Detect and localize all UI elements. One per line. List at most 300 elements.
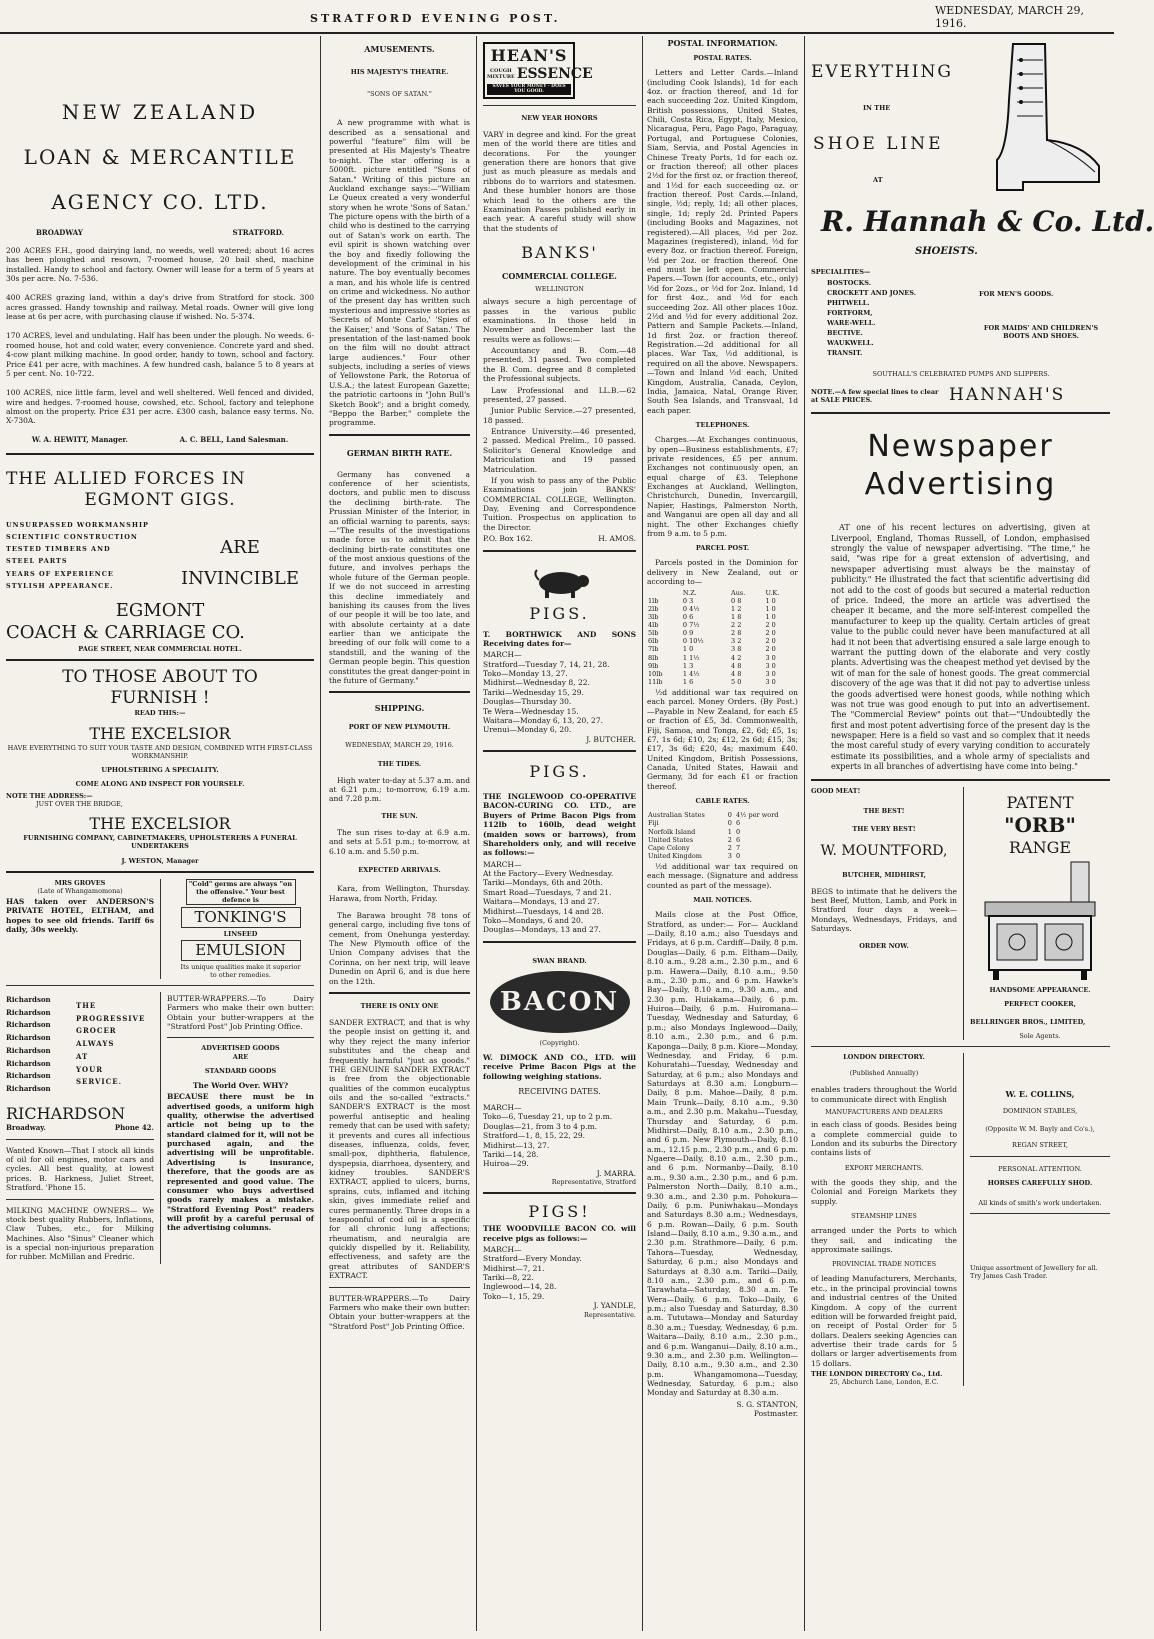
table-cell: 1 0 <box>682 645 694 654</box>
london-body-4: arranged under the Ports to which they sail, and indicating the approximate sailings. <box>811 1226 957 1254</box>
wanted-notice: Wanted Known—That I stock all kinds of oil for oil engines, motor cars and cycles. All best quality, at lowest prices. B. Harkness, Juliet Street, Stratford. 'Phone 15. <box>6 1145 154 1193</box>
divider <box>483 105 636 106</box>
excelsior-manager: J. WESTON, Manager <box>121 856 199 865</box>
column-4 <box>642 36 798 1631</box>
newspaper-heading-2: Advertising <box>864 466 1057 502</box>
german-body: Germany has convened a conference of her scientists, doctors, and public men to discuss the declining birth-rate. The Prussian Minister of the Interior, in an official warning to parents, says:—"The results of the investigations made force us to admit that the declining birth-rate constitutes one of the most anxious questions of the future, and involves perhaps the whole future of the German people. If we do not succeed in arresting this decline immediately and banishing its causes from the lives of our people it will be too late, and with absolute certainty at a date earlier than we anticipate the breeding of our folk will come to a standstill, and the waning of the German people begin. This question constitutes the great danger-point in the future of Germany." <box>329 469 470 685</box>
pigs-date: Tariki—Wednesday 15, 29. <box>483 687 584 697</box>
table-row <box>647 621 798 629</box>
table-cell <box>795 819 798 827</box>
tonking-sub: LINSEED <box>223 929 258 938</box>
table-cell: 0 <box>727 819 732 828</box>
nz-right: STRATFORD. <box>232 228 284 237</box>
excelsior-text-6: FURNISHING COMPANY, CABINETMAKERS, UPHOLSTERERS A FUNERAL UNDERTAKERS <box>23 834 297 851</box>
london-body-5: of leading Manufacturers, Merchants, etc., in the principal provincial towns and industrial centres of the United Kingdom. A copy of the current edition will be forwarded freight paid, on receipt of Postal Order for 5 dollars. Dealers seeking Agencies can advertise their trade cards for 5 dollars or larger advertisements from 15 dollars. <box>811 1274 957 1368</box>
swan-receiving: RECEIVING DATES. <box>518 1087 601 1096</box>
parcel-heading: PARCEL POST. <box>695 544 750 553</box>
pigs-sig-1: J. BUTCHER. <box>586 734 636 744</box>
pig-icon <box>525 566 595 600</box>
excelsior-text-1: HAVE EVERYTHING TO SUIT YOUR TASTE AND DESIGN, COMBINED WITH FIRST-CLASS WORKMANSHIP. <box>7 743 313 760</box>
boot-icon <box>983 40 1103 200</box>
table-cell: 11lb <box>648 677 663 686</box>
heans-tagline: SAVES YOUR MONEY · DOES YOU GOOD. <box>487 84 571 95</box>
hannah-brand: WARE-WELL. <box>827 319 876 328</box>
groves-tonking-row <box>6 879 314 979</box>
divider <box>483 1192 636 1194</box>
banks-sub: COMMERCIAL COLLEGE. <box>502 271 617 281</box>
table-row <box>647 613 798 621</box>
film-title: "SONS OF SATAN." <box>367 90 432 99</box>
pigs-date: Inglewood—14, 28. <box>483 1282 557 1292</box>
table-cell: 6lb <box>648 637 659 646</box>
swan-sig: J. MARRA. <box>596 1168 636 1178</box>
excelsior-text-2: UPHOLSTERING A SPECIALITY. <box>101 765 219 774</box>
orb-name: "ORB" <box>1004 812 1076 837</box>
banks-director: H. AMOS. <box>598 534 636 544</box>
divider <box>970 1156 1110 1157</box>
london-heading: LONDON DIRECTORY. <box>843 1053 925 1062</box>
orb-cooker: PERFECT COOKER, <box>1004 999 1076 1008</box>
table-cell: United Kingdom <box>648 851 702 860</box>
richardson-name: Richardson <box>6 1045 51 1055</box>
pigs-march-3: MARCH— <box>483 1244 522 1254</box>
pigs-heading-2: PIGS. <box>529 762 590 781</box>
richardson-word: ALWAYS <box>76 1039 115 1049</box>
table-cell: 0 3 <box>682 596 694 605</box>
column-1 <box>6 36 314 1631</box>
hannah-specialities: SPECIALITIES— <box>811 268 871 276</box>
arrivals-body: Kara, from Wellington, Thursday. Harawa, from North, Friday. <box>329 884 470 903</box>
table-row <box>647 819 798 827</box>
swan-date: Toko—6, Tuesday 21, up to 2 p.m. <box>483 1112 613 1122</box>
butter-wrappers-notice: BUTTER-WRAPPERS.—To Dairy Farmers who make their own butter: Obtain your butter-wrappers at the "Stratford Post" Job Printing Office. <box>167 993 314 1031</box>
table-cell: 2 0 <box>765 637 776 646</box>
groves-ad <box>6 879 154 979</box>
london-body-3: with the goods they ship, and the Colonial and Foreign Markets they supply. <box>811 1177 957 1206</box>
swan-date: Douglas—21, from 3 to 4 p.m. <box>483 1121 597 1131</box>
london-exp: EXPORT MERCHANTS. <box>844 1163 924 1172</box>
pigs-date: Toko—Mondays, 6 and 20. <box>483 915 584 925</box>
adv-heading-3: STANDARD GOODS <box>204 1066 277 1075</box>
divider <box>329 691 470 693</box>
table-row <box>647 654 798 662</box>
hannah-ad <box>811 36 1154 381</box>
tonking-quote-box <box>186 879 296 905</box>
london-company: THE LONDON DIRECTORY Co., Ltd. <box>811 1370 943 1379</box>
banks-result: Junior Public Service.—27 presented, 18 passed. <box>483 406 636 425</box>
table-row <box>647 828 798 836</box>
pigs-date: Midhirst—Tuesdays, 14 and 28. <box>483 906 604 916</box>
richardson-grid <box>6 992 154 1098</box>
swan-date: Stratford—1, 8, 15, 22, 29. <box>483 1131 586 1141</box>
hannah-in: IN THE <box>863 104 891 112</box>
collins-opp: (Opposite W. M. Bayly and Co's.), <box>985 1125 1095 1134</box>
table-cell: 1 4½ <box>682 669 700 678</box>
table-row <box>647 662 798 670</box>
heans-name: HEAN'S <box>490 46 568 65</box>
richardson-word: THE <box>76 1000 97 1010</box>
hannah-footer <box>811 385 1110 406</box>
pigs-body-3: THE WOODVILLE BACON CO. will receive pigs as follows:— <box>483 1224 636 1243</box>
table-row <box>647 844 798 852</box>
egmont-body <box>6 517 314 594</box>
heans-logo <box>483 42 593 99</box>
pigs-date: Stratford—Every Monday. <box>483 1254 582 1264</box>
sander-heading: THERE IS ONLY ONE <box>360 1001 439 1010</box>
parcel-table-header <box>647 589 798 597</box>
table-cell: 7 <box>736 843 741 852</box>
divider <box>811 779 1110 781</box>
banks-box: P.O. Box 162. <box>483 534 533 544</box>
tonking-ad <box>160 879 314 979</box>
cable-heading: CABLE RATES. <box>695 797 750 806</box>
table-cell: 1 3 <box>682 661 694 670</box>
table-cell: 4 2 <box>731 653 742 662</box>
issue-date: WEDNESDAY, MARCH 29, 1916. <box>935 4 1084 30</box>
egmont-item: UNSURPASSED WORKMANSHIP <box>6 521 149 529</box>
range-stove-icon <box>975 862 1105 982</box>
table-cell: 7lb <box>648 645 659 654</box>
farm-ad-1: 200 ACRES F.H., good dairying land, no weeds, well watered; about 16 acres has been ploughed and resown, 7-roomed house, 20 bail shed, machine installed. Handy to school and factory. Owner will lease for a term of 5 years at 30s per acre. No. 7-536. <box>6 245 314 283</box>
excelsior-name-2: THE EXCELSIOR <box>89 814 231 834</box>
table-cell: Cape Colony <box>648 843 690 852</box>
divider <box>483 941 636 943</box>
meat-sub: BUTCHER, MIDHIRST, <box>842 870 926 879</box>
newspaper-heading-1: Newspaper <box>867 429 1054 465</box>
amusements-body: A new programme with what is described as a sensational and powerful "feature" film will be presented at His Majesty's Theatre to-night. The star offering is a 5000ft. picture entitled "Sons of Satan." Writing of this picture an Auckland exchange says:—"William Le Queux created a very wonderful story when he wrote 'Sons of Satan.' The picture opens with the birth of a child who is destined to the carrying out of Satan's work on earth. The evil spirit is shown watching over the boy and fixedly following the development of the criminal in his nature. The boy eventually becomes a man, and his whole life is centred on crime and wickedness. No author of the present day has written such mysterious and impressive stories as 'Secrets of Monte Carlo,' 'Spies of the Kaiser,' and 'Sons of Satan.' The presentation of the last-named book on the film will no doubt attract large audiences." Four other subjects, including a series of views of Yellowstone Park, the Rotorua of U.S.A.; the latest European Gazette; the patriotic cartoons in "John Bull's Sketch Book"; and a bright comedy, "Beppo the Barber," complete the programme. <box>329 118 470 428</box>
richardson-word: AT <box>76 1051 89 1061</box>
pigs-date: Waitara—Mondays, 13 and 27. <box>483 897 600 907</box>
table-cell: 2 2 <box>731 621 742 629</box>
swan-heading: SWAN BRAND. <box>532 956 587 965</box>
table-cell: 0 10½ <box>682 637 704 646</box>
pigs-body-1: T. BORTHWICK AND SONS Receiving dates for— <box>483 629 636 648</box>
theatre-name: HIS MAJESTY'S THEATRE. <box>350 68 449 76</box>
adv-heading-4: The World Over. WHY? <box>192 1080 289 1090</box>
furnish-read: READ THIS:— <box>134 709 186 718</box>
collins-ad <box>963 1053 1110 1386</box>
egmont-heading-1: THE ALLIED FORCES IN <box>6 468 246 489</box>
richardson-ad <box>6 992 154 1264</box>
column-2 <box>320 36 470 1631</box>
table-cell: 2 0 <box>765 629 776 638</box>
swan-date: Tariki—14, 28. <box>483 1149 539 1159</box>
telephones-heading: TELEPHONES. <box>695 421 750 429</box>
table-cell: Australian States <box>648 811 705 820</box>
table-row <box>647 670 798 678</box>
egmont-claim <box>166 517 314 594</box>
meat-heading: GOOD MEAT! <box>811 786 861 795</box>
excelsior-text-5: JUST OVER THE BRIDGE, <box>36 800 123 809</box>
table-row <box>647 605 798 613</box>
groves-body: HAS taken over ANDERSON'S PRIVATE HOTEL, ELTHAM, and hopes to see old friends. Tariff 6s daily, 30s weekly. <box>6 896 154 934</box>
divider <box>970 1213 1110 1214</box>
telephones-body: Charges.—At Exchanges continuous, by open—Business establishments, £7; private residences, £5 per annum. Exchanges not continuously open, an equal charge of £3. Telephone Exchanges at Auckland, Wellington, Christchurch, Dunedin, Invercargill, Napier, Hastings, Palmerston North, and Wanganui are open all day and all night. The other Exchanges chiefly from 9 a.m. to 5 p.m. <box>647 435 798 538</box>
egmont-item: SCIENTIFIC CONSTRUCTION <box>6 533 138 542</box>
banks-contact <box>483 534 636 543</box>
table-cell: United States <box>648 835 694 844</box>
table-cell: 1 6 <box>682 677 694 686</box>
egmont-item: STYLISH APPEARANCE. <box>6 581 114 590</box>
excelsior-name: THE EXCELSIOR <box>89 723 231 743</box>
table-cell: 0 6 <box>682 612 694 621</box>
sander-body: SANDER EXTRACT, and that is why the people insist on getting it, and why they reject the many inferior substitutes and the cheap and frequently harmful "just as goods." THE GENUINE SANDER EXTRACT is free from the objectionable qualities of the common eucalyptus oils and the so-called "extracts." SANDER'S EXTRACT is the most powerful antiseptic and healing remedy that can be used with safety; it prevents and cures all infectious diseases, influenza, colds, fever, small-pox, diphtheria, flatulence, dyspepsia, diarrhoea, dysentery, and kidney troubles. SANDER'S EXTRACT, applied to ulcers, burns, sprains, cuts, inflamed and itching skin, gives immediate relief and cures permanently. Three drops in a teaspoonful of cod oil is a specific for all chronic lung affections; rheumatism, and neuralgia are quickly dispelled by it. Reliability, effectiveness, and safety are the great attributes of SANDER'S EXTRACT. <box>329 1018 470 1281</box>
pigs-rep-3: Representative. <box>584 1310 636 1319</box>
table-cell: 1 0 <box>765 596 776 605</box>
table-cell: 6 <box>736 819 741 828</box>
postmaster-title: Postmaster. <box>753 1409 798 1419</box>
meat-ad <box>811 787 957 1041</box>
table-cell: 2lb <box>648 604 659 613</box>
richardson-names <box>6 992 76 1098</box>
pigs-date: Te Wera—Wednesday 15. <box>483 706 579 716</box>
swan-date: Huiroa—29. <box>483 1159 529 1169</box>
orb-patent: PATENT <box>1006 792 1074 812</box>
egmont-company-1: EGMONT <box>115 599 205 621</box>
hannah-big: HANNAH'S <box>949 385 1066 405</box>
furnish-heading-1: TO THOSE ABOUT TO <box>62 666 258 687</box>
meat-body: BEGS to intimate that he delivers the best Beef, Mutton, Lamb, and Pork in Stratford four days a week—Mondays, Wednesdays, Fridays, and Saturdays. <box>811 886 957 934</box>
table-cell: 4lb <box>648 621 659 629</box>
pigs-sig-3: J. YANDLE, <box>593 1301 636 1311</box>
richardson-phone: Phone 42. <box>114 1122 154 1132</box>
table-cell: Fiji <box>648 819 659 828</box>
table-row <box>647 852 798 860</box>
hannah-shoeists: SHOEISTS. <box>915 246 978 257</box>
groves-sub: (Late of Whangamomona) <box>37 886 123 895</box>
table-cell: 9lb <box>648 661 659 670</box>
newspaper-title: STRATFORD EVENING POST. <box>310 12 561 25</box>
hannah-men: FOR MEN'S GOODS. <box>979 290 1054 298</box>
collins-shod: HORSES CAREFULLY SHOD. <box>987 1178 1093 1187</box>
richardson-name: Richardson <box>6 1007 51 1017</box>
table-cell: 0 <box>736 851 741 860</box>
hannah-everything: EVERYTHING <box>811 62 953 82</box>
table-row <box>647 597 798 605</box>
table-cell: N.Z. <box>682 588 697 597</box>
divider <box>6 659 314 661</box>
table-row <box>647 836 798 844</box>
parcel-body: Parcels posted in the Dominion for delivery in New Zealand, out or according to— <box>647 558 798 587</box>
london-ad <box>811 1053 957 1386</box>
table-cell: 2 0 <box>765 621 776 629</box>
egmont-invincible: INVINCIBLE <box>181 567 299 589</box>
london-collins-row <box>811 1053 1110 1386</box>
table-row <box>647 811 798 819</box>
richardson-word: GROCER <box>76 1026 117 1036</box>
hannah-maids: FOR MAIDS' AND CHILDREN'S BOOTS AND SHOES. <box>983 324 1099 341</box>
swan-copyright: (Copyright). <box>539 1038 580 1047</box>
table-cell: 5 0 <box>731 677 742 686</box>
shipping-heading: SHIPPING. <box>374 703 425 714</box>
farm-ad-2: 400 ACRES grazing land, within a day's drive from Stratford for stock. 300 acres grassed. Handy township and railway. Metal roads. Owner will give long lease at 6s per acre, with purchasing clause if wished. No. 5-374. <box>6 293 314 321</box>
nz-agent: A. C. BELL, Land Salesman. <box>179 434 289 444</box>
london-steam: STEAMSHIP LINES <box>851 1212 917 1220</box>
table-cell: 3 0 <box>765 653 776 662</box>
orb-agents: Sole Agents. <box>1019 1032 1061 1040</box>
mail-body: Mails close at the Post Office, Stratford, as under:— For— Auckland—Daily, 8.10 a.m.; also Tuesdays and Fridays, at 6 p.m. Cardiff—Daily, 8 p.m. Douglas—Daily, 6 p.m. Eltham—Daily, 8.10 a.m., 9.28 a.m., 2.30 p.m., and 6 p.m. Hawera—Daily, 8.10 a.m., 9.50 a.m., 2.30 p.m., and 6 p.m. Hawke's Bay—Daily, 8.10 a.m., 9.30 a.m., and 2.30 p.m. Huiakama—Daily, 6 p.m. Huiroa—Daily, 6 p.m. Huiromana—Tuesday, Wednesday and Saturday, 6 p.m.; also Mondays Inglewood—Daily, 8.10 a.m., 2.30 p.m., and 6 p.m. Kaponga—Daily, 8 p.m. Kiore—Monday, Wednesday, and Friday, 6 p.m. Kohuratahi—Tuesday, Wednesday and Saturday, at 6 p.m.; also Mondays and Saturdays at 8.30 a.m. Longburn—Daily, 8 p.m. Mahoe—Daily, 8 p.m. Main Trunk—Daily, 8.10 a.m., 9.30 a.m., and 2.30 p.m. Makahu—Tuesday, Thursday and Saturday, 6 p.m. Midhirst—Daily, 8.10 a.m., 2.30 p.m., and 6 p.m. New Plymouth—Daily, 8.10 a.m., 12.15 p.m., 2.30 p.m., and 6 p.m. Ngaere—Daily, 8.10 a.m., 2.30 p.m., and 6 p.m. Normanby—Daily, 8.10 a.m., 9.30 a.m., 2.30 p.m., and 6 p.m. Palmerston North—Daily, 8.10 a.m., 9.30 a.m., and 2.30 p.m. Pohokura—Daily, 6 p.m. Puniwhakau—Mondays and Saturdays 8.30 a.m.; Wednesdays, 6 p.m. Rowan—Daily, 6 p.m. South Island—Daily, 8.10 a.m., 9.30 a.m., and 2.30 p.m. Strathmore—Daily, 6 p.m. Tahora—Tuesday, Wednesday, Saturday, 6 p.m.; also Mondays and Saturdays at 8.30 a.m. Tariki—Daily, 8.10 a.m., 2.30 p.m., and 6 p.m. Tarawhata—Saturday, 8.30 a.m. Te Wera—Daily, 6 p.m. Toko—Daily, 6 p.m.; also Tuesday and Saturday, 8.30 a.m. Tututawa—Monday and Saturday 8.30 a.m.; Tuesday, Wednesday, 6 p.m. Waitara—Daily, 8.10 a.m., 2.30 p.m., and 6 p.m. Wanganui—Daily, 8.10 a.m., 9.30 a.m., and 2.30 p.m. Wellington—Daily, 8.10 a.m., 9.30 a.m., and 2.30 p.m. Whangamomona—Tuesday, Wednesday, Saturday, 6 p.m.; also Monday and Saturday at 8.30 a.m. <box>647 910 798 1398</box>
butter-wrappers-notice-2: BUTTER-WRAPPERS.—To Dairy Farmers who make their own butter: Obtain your butter-wrappers at the "Stratford Post" Job Printing Office. <box>329 1293 470 1331</box>
richardson-word: SERVICE. <box>76 1077 123 1087</box>
table-cell: 2 <box>727 843 732 852</box>
table-cell: 3 8 <box>731 645 742 654</box>
parcel-table <box>647 589 798 687</box>
divider <box>811 412 1110 414</box>
hannah-brand: TRANSIT. <box>827 349 863 358</box>
divider <box>483 550 636 552</box>
richardson-name: Richardson <box>6 1020 51 1030</box>
table-cell: 1 0 <box>765 604 776 613</box>
richardson-big: RICHARDSON <box>6 1103 126 1123</box>
column-5 <box>804 36 1154 1631</box>
hannah-pumps: SOUTHALL'S CELEBRATED PUMPS AND SLIPPERS. <box>872 370 1050 378</box>
parcel-table-body <box>647 597 798 686</box>
banks-body: always secure a high percentage of passes in the various public examinations. In those held in November and December last the results were as follows:— <box>483 297 636 344</box>
london-body: enables traders throughout the World to communicate direct with English <box>811 1085 957 1104</box>
richardson-name: Richardson <box>6 1071 51 1081</box>
lower-row <box>6 992 314 1264</box>
table-row <box>647 678 798 686</box>
sun-body: The sun rises to-day at 6.9 a.m. and sets at 5.51 p.m.; to-morrow, at 6.10 a.m. and 5.50 p.m. <box>329 827 470 856</box>
collins-attention: PERSONAL ATTENTION. <box>998 1164 1082 1173</box>
pigs-march-2: MARCH— <box>483 859 522 869</box>
egmont-list <box>6 517 166 594</box>
table-cell: 0 4½ <box>682 604 700 613</box>
richardson-words <box>76 992 154 1098</box>
adv-heading-2: ARE <box>232 1052 249 1061</box>
banks-tail: If you wish to pass any of the Public Examinations join BANKS' COMMERCIAL COLLEGE, Wellington. Day, Evening and Correspondence Tuition. Prospectus on application to the Director. <box>483 475 636 532</box>
meat-order: ORDER NOW. <box>859 941 909 950</box>
london-mf: MANUFACTURERS AND DEALERS <box>825 1108 943 1117</box>
tonking-quote: "Cold" germs are always "on the offensive." Your best defence is <box>188 879 293 904</box>
table-cell: 0 9 <box>682 629 694 638</box>
postal-rates-heading: POSTAL RATES. <box>693 54 752 62</box>
table-cell: 3 2 <box>731 637 742 646</box>
collins-smith: All kinds of smith's work undertaken. <box>978 1198 1102 1207</box>
table-cell: 1 <box>727 827 732 836</box>
arrivals-heading: EXPECTED ARRIVALS. <box>358 866 441 874</box>
pigs-march-1: MARCH— <box>483 650 522 660</box>
meat-best: THE BEST! <box>863 806 905 815</box>
table-cell: 3 <box>727 851 732 860</box>
advert-column <box>160 992 314 1264</box>
table-cell: 1 2 <box>731 604 742 613</box>
table-cell: 6 <box>736 835 741 844</box>
table-cell: 5lb <box>648 629 659 638</box>
nz-signatures <box>6 436 314 445</box>
hannah-brand: FORTFORM, <box>827 309 873 318</box>
hannah-brand: PHITWELL. <box>827 299 870 308</box>
orb-appearance: HANDSOME APPEARANCE. <box>989 985 1091 994</box>
table-row <box>647 629 798 637</box>
richardson-contact <box>6 1124 154 1133</box>
pigs-date: Toko—Monday 13, 27. <box>483 669 568 678</box>
egmont-company-2: COACH & CARRIAGE CO. <box>6 622 245 644</box>
nz-left: BROADWAY <box>36 228 83 237</box>
heans-row <box>487 66 593 84</box>
table-cell: 3 0 <box>765 661 776 670</box>
pigs-date: Urenui—Monday 6, 20. <box>483 725 572 735</box>
nz-manager: W. A. HEWITT, Manager. <box>31 434 128 444</box>
egmont-item: STEEL PARTS <box>6 557 68 566</box>
collins-name: W. E. COLLINS, <box>1005 1089 1075 1100</box>
london-sub: (Published Annually) <box>849 1069 919 1078</box>
collins-street: REGAN STREET, <box>1012 1141 1068 1150</box>
table-cell: Aus. <box>731 588 746 597</box>
postmaster-name: S. G. STANTON, <box>736 1399 798 1409</box>
collins-stables: DOMINION STABLES, <box>1002 1107 1078 1116</box>
nz-heading-2: LOAN & MERCANTILE <box>23 145 297 169</box>
egmont-heading-2: EGMONT GIGS. <box>84 489 236 510</box>
divider <box>6 871 314 873</box>
meat-name: W. MOUNTFORD, <box>820 843 948 859</box>
table-cell: 4½ per word <box>736 811 779 820</box>
richardson-word: PROGRESSIVE <box>76 1013 146 1023</box>
amusements-heading: AMUSEMENTS. <box>364 44 435 54</box>
pigs-date: Tariki—Mondays, 6th and 20th. <box>483 878 603 888</box>
table-cell: 0 <box>727 811 732 820</box>
pigs-date: Smart Road—Tuesdays, 7 and 21. <box>483 887 612 897</box>
divider <box>6 1199 154 1200</box>
pigs-date: At the Factory—Every Wednesday. <box>483 869 614 878</box>
hannah-shoe-line: SHOE LINE <box>813 134 944 154</box>
divider <box>6 453 314 455</box>
divider <box>6 1139 154 1140</box>
table-cell: 2 <box>727 835 732 844</box>
richardson-name: Richardson <box>6 994 51 1004</box>
swan-date: Midhirst—13, 27. <box>483 1140 550 1150</box>
tonking-tag: Its unique qualities make it superior to other remedies. <box>180 962 301 979</box>
adv-heading-1: ADVERTISED GOODS <box>201 1044 280 1053</box>
nz-heading-3: AGENCY CO. LTD. <box>51 190 269 214</box>
tonking-emulsion: EMULSION <box>181 940 301 961</box>
table-row <box>647 645 798 653</box>
pigs-heading-3: PIGS! <box>528 1202 591 1222</box>
hannah-note: NOTE.—A few special lines to clear at SALE PRICES. <box>811 387 939 404</box>
meat-orb-row <box>811 787 1110 1041</box>
hannah-brand: BECTIVE. <box>827 329 863 338</box>
table-cell: U.K. <box>765 588 780 597</box>
table-cell: 3 0 <box>765 669 776 678</box>
bacon-logo: BACON <box>490 971 630 1033</box>
groves-heading: MRS GROVES <box>54 878 106 887</box>
honors-body: VARY in degree and kind. For the great men of the world there are titles and decorations. For the younger generation there are honors that give just as much pleasure as medals and ribbons do to warriors and statesmen. And these humbler honors are those which lead to the others are the Examination Passes published early in each year. A careful study will show that the students of <box>483 129 636 233</box>
divider <box>167 1037 314 1038</box>
richardson-word: YOUR <box>76 1064 104 1074</box>
table-cell: 1lb <box>648 596 659 605</box>
table-cell: 8lb <box>648 653 659 662</box>
pigs-heading-1: PIGS. <box>529 603 590 623</box>
heans-cough: COUGH <box>490 68 512 75</box>
nz-location-row <box>36 229 284 238</box>
table-cell: 2 0 <box>765 645 776 654</box>
milking-notice: MILKING MACHINE OWNERS— We stock best quality Rubbers, Inflations, Claw Tubes, etc., for Milking Machines. Also "Sinus" Cleaner which is a special non-injurious preparation for rubber. McMillan and Fredric. <box>6 1205 154 1262</box>
excelsior-text-4: NOTE THE ADDRESS:— <box>6 792 93 800</box>
table-cell: 0 <box>736 827 741 836</box>
table-cell: 0 8 <box>731 596 742 605</box>
richardson-name: Richardson <box>6 1058 51 1068</box>
hannah-brands <box>827 278 916 359</box>
divider <box>329 1287 470 1288</box>
table-row <box>647 637 798 645</box>
hannah-at: AT <box>873 176 883 184</box>
banks-city: WELLINGTON <box>535 285 584 293</box>
column-3 <box>476 36 636 1631</box>
table-cell: 4 8 <box>731 661 742 670</box>
banks-result: Accountancy and B. Com.—48 presented, 31 passed. Two completed the B. Com. degree and 8 completed the Professional subjects. <box>483 346 636 384</box>
german-heading: GERMAN BIRTH RATE. <box>346 447 453 458</box>
banks-result: Entrance University.—46 presented, 2 passed. Medical Prelim., 10 passed. Solicitor's General Knowledge and Matriculation and 19 passed Matriculation. <box>483 427 636 474</box>
